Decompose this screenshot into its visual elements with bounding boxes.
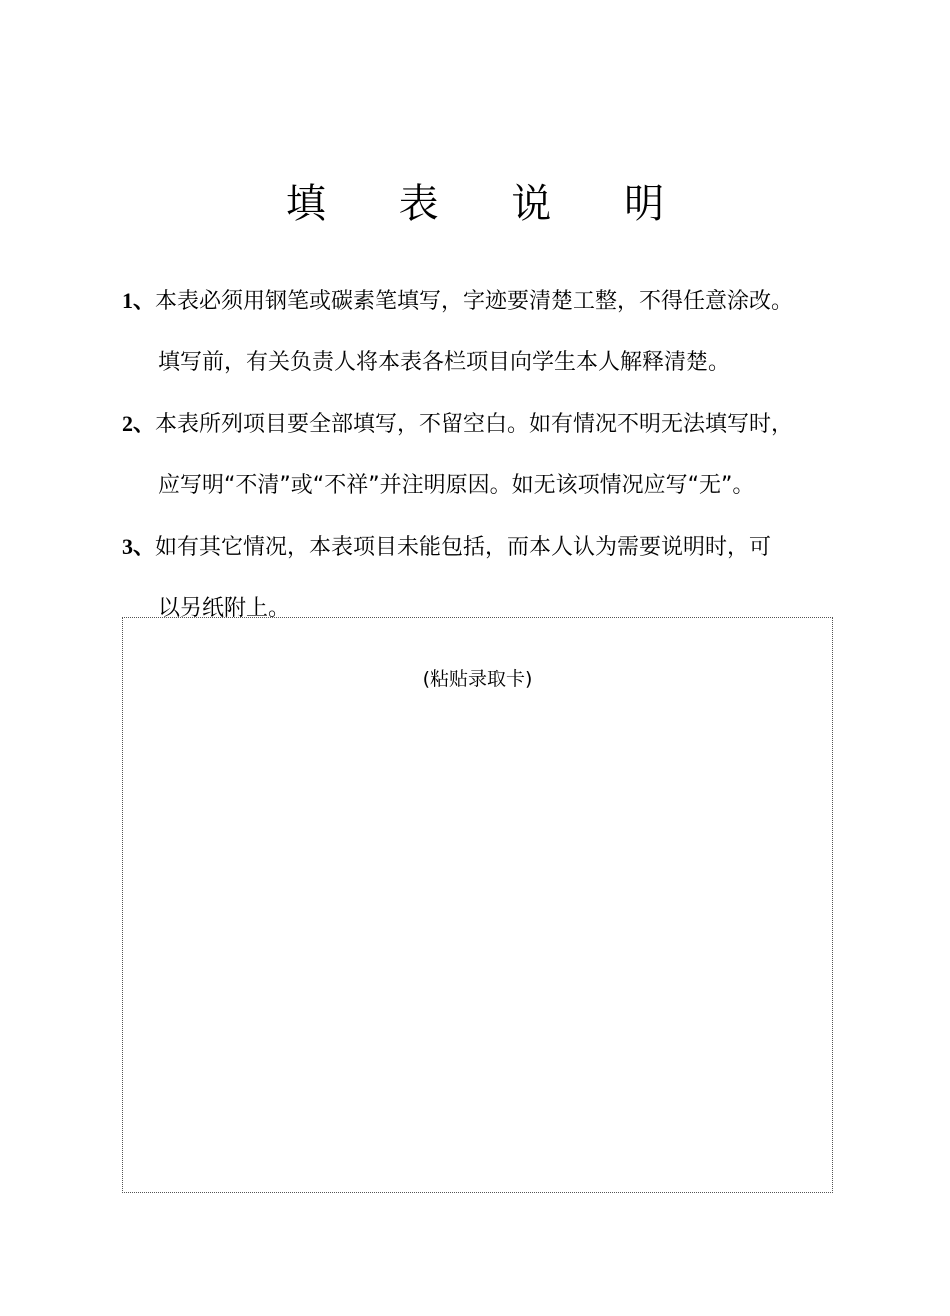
instruction-text: 本表必须用钢笔或碳素笔填写，字迹要清楚工整，不得任意涂改。 [155,289,794,314]
instruction-text: 如有其它情况，本表项目未能包括，而本人认为需要说明时，可 [155,535,772,560]
instruction-text-continued: 填写前，有关负责人将本表各栏项目向学生本人解释清楚。 [158,350,731,375]
instructions-list [122,276,842,633]
instruction-number: 3 [122,534,133,559]
instruction-separator: 、 [133,534,156,559]
instruction-separator: 、 [133,288,156,313]
page-title: 填 表 说 明 [285,181,695,227]
instruction-item-2 [122,399,842,510]
instruction-text: 本表所列项目要全部填写，不留空白。如有情况不明无法填写时， [155,412,794,437]
instruction-line-1 [122,522,842,572]
instruction-item-1 [122,276,842,387]
instruction-text-continued: 应写明“不清”或“不祥”并注明原因。如无该项情况应写“无”。 [158,473,755,498]
instruction-line-1 [122,399,842,449]
instruction-line-1 [122,276,842,326]
instruction-number: 2 [122,411,133,436]
paste-area-label: (粘贴录取卡) [422,668,533,690]
instruction-number: 1 [122,288,133,313]
instruction-separator: 、 [133,411,156,436]
instruction-text-continued: 以另纸附上。 [158,596,291,621]
admission-card-paste-area [122,617,833,1193]
